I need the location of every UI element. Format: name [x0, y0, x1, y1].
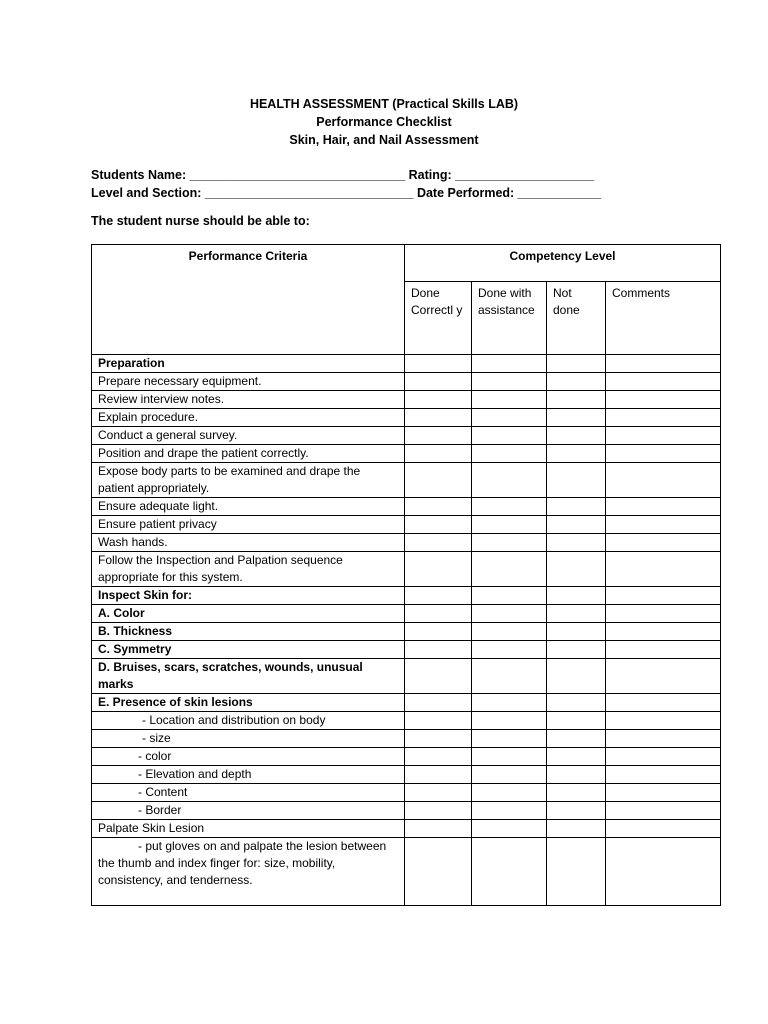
criteria-cell: Wash hands. [92, 534, 405, 552]
comments-cell[interactable] [606, 463, 721, 498]
comments-cell[interactable] [606, 498, 721, 516]
criteria-cell: Conduct a general survey. [92, 427, 405, 445]
not-done-cell[interactable] [547, 659, 606, 694]
done-correctly-cell[interactable] [405, 445, 472, 463]
table-row [92, 694, 721, 712]
comments-cell[interactable] [606, 838, 721, 906]
column-done-with-assistance: Done with assistance [472, 281, 547, 354]
done-correctly-cell[interactable] [405, 552, 472, 587]
done-correctly-cell[interactable] [405, 784, 472, 802]
done-correctly-cell[interactable] [405, 391, 472, 409]
table-row [92, 373, 721, 391]
comments-cell[interactable] [606, 694, 721, 712]
criteria-cell: Follow the Inspection and Palpation sequence appropriate for this system. [92, 552, 405, 587]
criteria-cell: Ensure adequate light. [92, 498, 405, 516]
table-row [92, 784, 721, 802]
comments-cell[interactable] [606, 766, 721, 784]
comments-cell[interactable] [606, 373, 721, 391]
criteria-cell: - Location and distribution on body [92, 712, 405, 730]
done-with-assistance-cell[interactable] [472, 445, 547, 463]
not-done-cell[interactable] [547, 605, 606, 623]
done-with-assistance-cell[interactable] [472, 409, 547, 427]
done-with-assistance-cell[interactable] [472, 427, 547, 445]
table-row [92, 427, 721, 445]
table-row [92, 391, 721, 409]
done-with-assistance-cell[interactable] [472, 355, 547, 373]
header-title: HEALTH ASSESSMENT (Practical Skills LAB) [249, 97, 519, 111]
criteria-cell: Review interview notes. [92, 391, 405, 409]
comments-cell[interactable] [606, 409, 721, 427]
done-correctly-cell[interactable] [405, 587, 472, 605]
table-row [92, 730, 721, 748]
done-correctly-cell[interactable] [405, 694, 472, 712]
not-done-cell[interactable] [547, 445, 606, 463]
done-with-assistance-cell[interactable] [472, 802, 547, 820]
table-row [92, 766, 721, 784]
not-done-cell[interactable] [547, 838, 606, 906]
done-with-assistance-cell[interactable] [472, 730, 547, 748]
criteria-cell: Prepare necessary equipment. [92, 373, 405, 391]
done-with-assistance-cell[interactable] [472, 641, 547, 659]
criteria-cell: - color [92, 748, 405, 766]
criteria-cell: Explain procedure. [92, 409, 405, 427]
column-done-correctly: Done Correctl y [405, 281, 472, 354]
done-correctly-cell[interactable] [405, 463, 472, 498]
done-with-assistance-cell[interactable] [472, 605, 547, 623]
done-correctly-cell[interactable] [405, 427, 472, 445]
done-with-assistance-cell[interactable] [472, 552, 547, 587]
not-done-cell[interactable] [547, 730, 606, 748]
table-row [92, 623, 721, 641]
comments-cell[interactable] [606, 659, 721, 694]
comments-cell[interactable] [606, 820, 721, 838]
done-correctly-cell[interactable] [405, 820, 472, 838]
done-with-assistance-cell[interactable] [472, 623, 547, 641]
comments-cell[interactable] [606, 534, 721, 552]
criteria-cell: - Elevation and depth [92, 766, 405, 784]
not-done-cell[interactable] [547, 748, 606, 766]
done-with-assistance-cell[interactable] [472, 766, 547, 784]
done-with-assistance-cell[interactable] [472, 373, 547, 391]
table-row [92, 838, 721, 906]
done-correctly-cell[interactable] [405, 534, 472, 552]
not-done-cell[interactable] [547, 820, 606, 838]
done-with-assistance-cell[interactable] [472, 587, 547, 605]
comments-cell[interactable] [606, 712, 721, 730]
done-with-assistance-cell[interactable] [472, 659, 547, 694]
not-done-cell[interactable] [547, 623, 606, 641]
not-done-cell[interactable] [547, 498, 606, 516]
table-row [92, 712, 721, 730]
done-with-assistance-cell[interactable] [472, 748, 547, 766]
not-done-cell[interactable] [547, 373, 606, 391]
table-row [92, 748, 721, 766]
criteria-cell: D. Bruises, scars, scratches, wounds, unusual marks [92, 659, 405, 694]
header-subtitle: Performance Checklist [316, 115, 452, 129]
done-correctly-cell[interactable] [405, 373, 472, 391]
students-name-rating-line[interactable]: Students Name: _______________________________ Rating: ____________________ [91, 168, 595, 182]
criteria-header: Performance Criteria [92, 245, 405, 355]
table-row [92, 355, 721, 373]
not-done-cell[interactable] [547, 409, 606, 427]
table-row [92, 802, 721, 820]
done-correctly-cell[interactable] [405, 659, 472, 694]
not-done-cell[interactable] [547, 694, 606, 712]
criteria-cell: - Border [92, 802, 405, 820]
comments-cell[interactable] [606, 605, 721, 623]
student-info-fields [91, 166, 601, 202]
table-row [92, 641, 721, 659]
done-correctly-cell[interactable] [405, 748, 472, 766]
criteria-cell: Expose body parts to be examined and drape the patient appropriately. [92, 463, 405, 498]
table-row [92, 659, 721, 694]
comments-cell[interactable] [606, 730, 721, 748]
not-done-cell[interactable] [547, 802, 606, 820]
competency-header: Competency Level [405, 245, 721, 282]
not-done-cell[interactable] [547, 784, 606, 802]
done-correctly-cell[interactable] [405, 712, 472, 730]
criteria-cell: Preparation [92, 355, 405, 373]
comments-cell[interactable] [606, 748, 721, 766]
comments-cell[interactable] [606, 445, 721, 463]
criteria-cell: - size [92, 730, 405, 748]
table-header-row [92, 245, 721, 282]
comments-cell[interactable] [606, 552, 721, 587]
done-with-assistance-cell[interactable] [472, 784, 547, 802]
comments-cell[interactable] [606, 784, 721, 802]
not-done-cell[interactable] [547, 766, 606, 784]
table-row [92, 445, 721, 463]
done-with-assistance-cell[interactable] [472, 534, 547, 552]
criteria-cell: Inspect Skin for: [92, 587, 405, 605]
document-header [0, 95, 768, 149]
criteria-cell: E. Presence of skin lesions [92, 694, 405, 712]
table-row [92, 463, 721, 498]
done-correctly-cell[interactable] [405, 498, 472, 516]
criteria-cell: A. Color [92, 605, 405, 623]
done-correctly-cell[interactable] [405, 730, 472, 748]
done-with-assistance-cell[interactable] [472, 498, 547, 516]
done-with-assistance-cell[interactable] [472, 712, 547, 730]
table-row [92, 552, 721, 587]
not-done-cell[interactable] [547, 427, 606, 445]
comments-cell[interactable] [606, 427, 721, 445]
table-row [92, 534, 721, 552]
criteria-cell: B. Thickness [92, 623, 405, 641]
done-with-assistance-cell[interactable] [472, 463, 547, 498]
level-section-date-line[interactable]: Level and Section: ______________________________ Date Performed: ____________ [91, 186, 602, 200]
criteria-cell: C. Symmetry [92, 641, 405, 659]
comments-cell[interactable] [606, 391, 721, 409]
not-done-cell[interactable] [547, 534, 606, 552]
not-done-cell[interactable] [547, 552, 606, 587]
lead-instruction: The student nurse should be able to: [91, 214, 310, 228]
done-with-assistance-cell[interactable] [472, 516, 547, 534]
not-done-cell[interactable] [547, 355, 606, 373]
done-with-assistance-cell[interactable] [472, 391, 547, 409]
column-comments: Comments [606, 281, 721, 354]
criteria-cell: Ensure patient privacy [92, 516, 405, 534]
done-with-assistance-cell[interactable] [472, 694, 547, 712]
done-correctly-cell[interactable] [405, 838, 472, 906]
table-row [92, 516, 721, 534]
column-not-done: Not done [547, 281, 606, 354]
not-done-cell[interactable] [547, 516, 606, 534]
done-correctly-cell[interactable] [405, 516, 472, 534]
comments-cell[interactable] [606, 587, 721, 605]
comments-cell[interactable] [606, 516, 721, 534]
done-correctly-cell[interactable] [405, 355, 472, 373]
header-topic: Skin, Hair, and Nail Assessment [289, 133, 479, 147]
criteria-cell: Position and drape the patient correctly. [92, 445, 405, 463]
not-done-cell[interactable] [547, 463, 606, 498]
done-correctly-cell[interactable] [405, 623, 472, 641]
comments-cell[interactable] [606, 355, 721, 373]
not-done-cell[interactable] [547, 641, 606, 659]
done-with-assistance-cell[interactable] [472, 838, 547, 906]
done-with-assistance-cell[interactable] [472, 820, 547, 838]
not-done-cell[interactable] [547, 587, 606, 605]
done-correctly-cell[interactable] [405, 409, 472, 427]
done-correctly-cell[interactable] [405, 605, 472, 623]
not-done-cell[interactable] [547, 712, 606, 730]
table-row [92, 605, 721, 623]
done-correctly-cell[interactable] [405, 641, 472, 659]
comments-cell[interactable] [606, 641, 721, 659]
criteria-cell: - Content [92, 784, 405, 802]
table-row [92, 820, 721, 838]
done-correctly-cell[interactable] [405, 766, 472, 784]
comments-cell[interactable] [606, 802, 721, 820]
done-correctly-cell[interactable] [405, 802, 472, 820]
comments-cell[interactable] [606, 623, 721, 641]
criteria-cell: - put gloves on and palpate the lesion between the thumb and index finger for: size, mobility, consistency, and tenderness. [92, 838, 405, 906]
performance-checklist-table [91, 244, 721, 906]
table-row [92, 498, 721, 516]
table-row [92, 409, 721, 427]
criteria-cell: Palpate Skin Lesion [92, 820, 405, 838]
not-done-cell[interactable] [547, 391, 606, 409]
table-row [92, 587, 721, 605]
